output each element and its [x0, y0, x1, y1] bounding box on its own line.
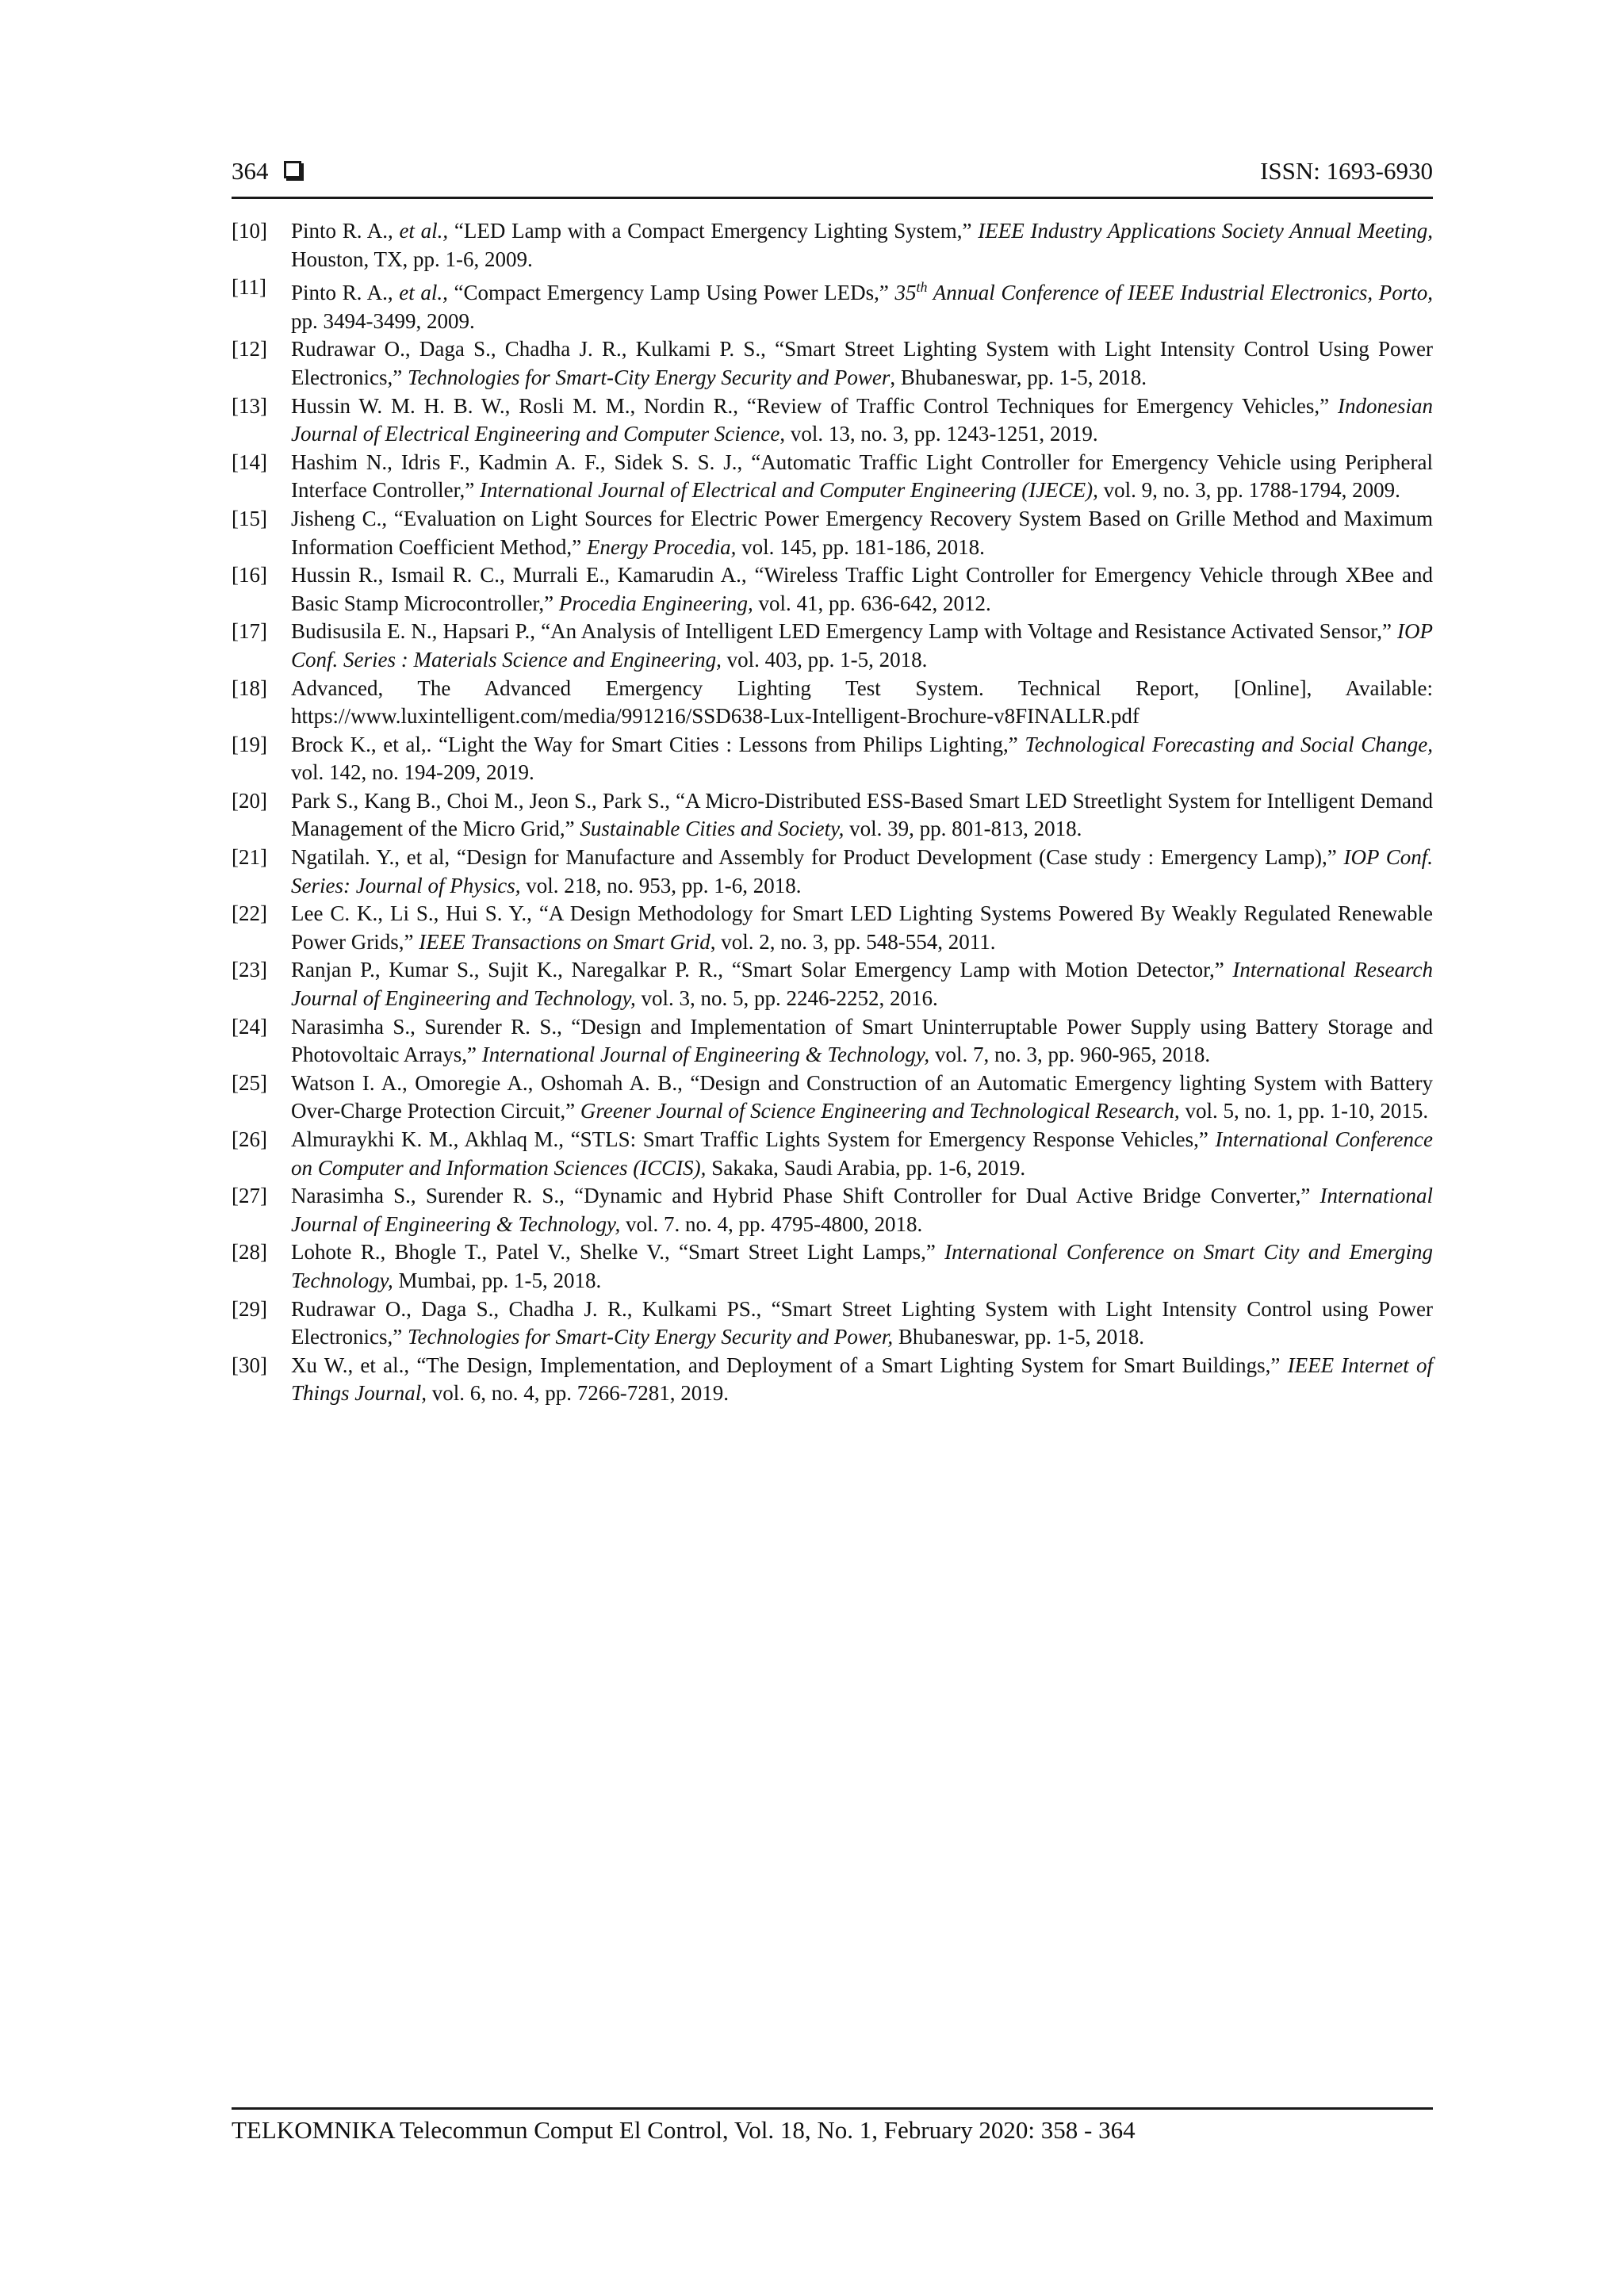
page-number: 364 — [232, 157, 269, 185]
reference-item — [232, 1126, 1433, 1182]
reference-text: Hussin W. M. H. B. W., Rosli M. M., Nordin R., “Review of Traffic Control Techniques for Emergency Vehicles,” Indonesian Journal of Electrical Engineering and Computer Science, vol. 13, no. 3, pp. 1243-1251, 2019. — [291, 393, 1433, 446]
reference-number: [20] — [232, 788, 267, 813]
reference-number: [18] — [232, 675, 267, 700]
reference-text: Watson I. A., Omoregie A., Oshomah A. B., “Design and Construction of an Automatic Emergency lighting System with Battery Over-Charge Protection Circuit,” Greener Journal of Science Engineering and Technological Research, vol. 5, no. 1, pp. 1-10, 2015. — [291, 1070, 1433, 1123]
reference-item — [232, 1295, 1433, 1352]
reference-item — [232, 561, 1433, 618]
reference-number: [26] — [232, 1127, 267, 1151]
reference-text: Brock K., et al,. “Light the Way for Smart Cities : Lessons from Philips Lighting,” Technological Forecasting and Social Change, vol. 142, no. 194-209, 2019. — [291, 732, 1434, 785]
reference-item — [232, 675, 1433, 731]
square-box-icon — [284, 161, 301, 178]
reference-text: Hussin R., Ismail R. C., Murrali E., Kamarudin A., “Wireless Traffic Light Controller for Emergency Vehicle through XBee and Basic Stamp Microcontroller,” Procedia Engineering, vol. 41, pp. 636-642, 2012. — [291, 563, 1433, 615]
reference-item — [232, 618, 1433, 674]
issn-label: ISSN: 1693-6930 — [1260, 157, 1433, 185]
reference-number: [11] — [232, 275, 266, 300]
reference-text: Rudrawar O., Daga S., Chadha J. R., Kulkami P. S., “Smart Street Lighting System with Light Intensity Control Using Power Electronics,” Technologies for Smart-City Energy Security and Power, Bhubaneswar, pp. 1-5, 2018. — [291, 337, 1433, 389]
reference-item — [232, 335, 1433, 392]
reference-list — [232, 217, 1433, 1408]
reference-text: Park S., Kang B., Choi M., Jeon S., Park S., “A Micro-Distributed ESS-Based Smart LED Streetlight System for Intelligent Demand Management of the Micro Grid,” Sustainable Cities and Society, vol. 39, pp. 801-813, 2018. — [291, 788, 1433, 841]
reference-item — [232, 956, 1433, 1012]
reference-item — [232, 1352, 1433, 1408]
reference-item — [232, 274, 1433, 335]
page-footer — [232, 2107, 1433, 2146]
reference-text: Xu W., et al., “The Design, Implementation, and Deployment of a Smart Lighting System for Smart Buildings,” IEEE Internet of Things Journal, vol. 6, no. 4, pp. 7266-7281, 2019. — [291, 1353, 1433, 1406]
reference-text: Almuraykhi K. M., Akhlaq M., “STLS: Smart Traffic Lights System for Emergency Response Vehicles,” International Conference on Computer and Information Sciences (ICCIS), Sakaka, Saudi Arabia, pp. 1-6, 2019. — [291, 1127, 1433, 1180]
reference-item — [232, 731, 1433, 787]
reference-text: Pinto R. A., et al., “LED Lamp with a Compact Emergency Lighting System,” IEEE Industry Applications Society Annual Meeting, Houston, TX, pp. 1-6, 2009. — [291, 219, 1433, 271]
reference-text: Rudrawar O., Daga S., Chadha J. R., Kulkami PS., “Smart Street Lighting System with Light Intensity Control using Power Electronics,” Technologies for Smart-City Energy Security and Power, Bhubaneswar, pp. 1-5, 2018. — [291, 1296, 1433, 1349]
reference-number: [15] — [232, 506, 267, 530]
reference-number: [28] — [232, 1240, 267, 1265]
reference-number: [14] — [232, 450, 267, 474]
reference-text: Ngatilah. Y., et al, “Design for Manufacture and Assembly for Product Development (Case study : Emergency Lamp),” IOP Conf. Series: Journal of Physics, vol. 218, no. 953, pp. 1-6, 2018. — [291, 845, 1433, 897]
reference-number: [17] — [232, 619, 267, 644]
reference-number: [21] — [232, 845, 267, 870]
reference-text: Jisheng C., “Evaluation on Light Sources for Electric Power Emergency Recovery System Based on Grille Method and Maximum Information Coefficient Method,” Energy Procedia, vol. 145, pp. 181-186, 2018. — [291, 506, 1433, 559]
reference-text: Budisusila E. N., Hapsari P., “An Analysis of Intelligent LED Emergency Lamp with Voltage and Resistance Activated Sensor,” IOP Conf. Series : Materials Science and Engineering, vol. 403, pp. 1-5, 2018. — [291, 619, 1433, 672]
reference-text: Lee C. K., Li S., Hui S. Y., “A Design Methodology for Smart LED Lighting Systems Powered By Weakly Regulated Renewable Power Grids,” IEEE Transactions on Smart Grid, vol. 2, no. 3, pp. 548-554, 2011. — [291, 901, 1433, 954]
reference-item — [232, 844, 1433, 900]
reference-item — [232, 1182, 1433, 1238]
reference-number: [16] — [232, 563, 267, 587]
footer-citation: TELKOMNIKA Telecommun Comput El Control, Vol. 18, No. 1, February 2020: 358 - 364 — [232, 2116, 1136, 2144]
reference-item — [232, 787, 1433, 844]
reference-text: Pinto R. A., et al., “Compact Emergency Lamp Using Power LEDs,” 35th Annual Conference of IEEE Industrial Electronics, Porto, pp. 3494-3499, 2009. — [291, 279, 1433, 333]
reference-number: [25] — [232, 1070, 267, 1095]
reference-number: [24] — [232, 1014, 267, 1039]
reference-item — [232, 1238, 1433, 1295]
reference-text: Hashim N., Idris F., Kadmin A. F., Sidek S. S. J., “Automatic Traffic Light Controller for Emergency Vehicle using Peripheral Interface Controller,” International Journal of Electrical and Computer Engineering (IJECE), vol. 9, no. 3, pp. 1788-1794, 2009. — [291, 450, 1433, 503]
reference-number: [29] — [232, 1296, 267, 1321]
reference-number: [10] — [232, 219, 267, 243]
reference-item — [232, 449, 1433, 505]
reference-number: [12] — [232, 337, 267, 362]
reference-item — [232, 900, 1433, 956]
reference-item — [232, 505, 1433, 561]
reference-item — [232, 1013, 1433, 1070]
reference-number: [22] — [232, 901, 267, 926]
reference-number: [19] — [232, 732, 267, 756]
reference-number: [13] — [232, 393, 267, 418]
reference-text: Narasimha S., Surender R. S., “Dynamic and Hybrid Phase Shift Controller for Dual Active Bridge Converter,” International Journal of Engineering & Technology, vol. 7. no. 4, pp. 4795-4800, 2018. — [291, 1184, 1433, 1236]
reference-number: [23] — [232, 958, 267, 982]
reference-number: [27] — [232, 1184, 267, 1208]
reference-text: Lohote R., Bhogle T., Patel V., Shelke V., “Smart Street Light Lamps,” International Conference on Smart City and Emerging Technology, Mumbai, pp. 1-5, 2018. — [291, 1240, 1433, 1292]
page-header — [232, 155, 1433, 199]
reference-text: Advanced, The Advanced Emergency Lighting Test System. Technical Report, [Online], Available: https://www.luxintelligent.com/media/991216/SSD638-Lux-Intelligent-Brochure-v8FINALLR.pdf — [291, 675, 1433, 729]
reference-item — [232, 1070, 1433, 1126]
reference-text: Ranjan P., Kumar S., Sujit K., Naregalkar P. R., “Smart Solar Emergency Lamp with Motion Detector,” International Research Journal of Engineering and Technology, vol. 3, no. 5, pp. 2246-2252, 2016. — [291, 958, 1434, 1011]
reference-item — [232, 217, 1433, 274]
reference-item — [232, 392, 1433, 449]
reference-number: [30] — [232, 1353, 267, 1377]
reference-text: Narasimha S., Surender R. S., “Design and Implementation of Smart Uninterruptable Power Supply using Battery Storage and Photovoltaic Arrays,” International Journal of Engineering & Technology, vol. 7, no. 3, pp. 960-965, 2018. — [291, 1014, 1433, 1067]
